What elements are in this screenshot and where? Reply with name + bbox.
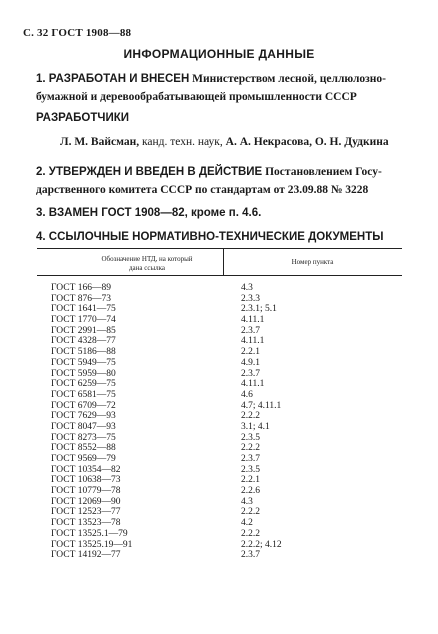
table-cell-clause: 4.3 (241, 496, 253, 507)
table-cell-clause: 4.11.1 (241, 379, 265, 390)
table-cell-clause: 4.9.1 (241, 357, 260, 368)
table-top-rule (37, 248, 402, 249)
table-cell-document: ГОСТ 13523—78 (51, 518, 121, 529)
section-2-lead: 2. УТВЕРЖДЕН И ВВЕДЕН В ДЕЙСТВИЕ (36, 166, 263, 178)
table-row (37, 465, 402, 476)
table-row (37, 379, 402, 390)
section-1-lead: 1. РАЗРАБОТАН И ВНЕСЕН (36, 73, 190, 85)
table-cell-clause: 4.3 (241, 283, 253, 293)
table-cell-document: ГОСТ 7629—93 (51, 411, 116, 422)
table-cell-clause: 4.6 (241, 389, 253, 400)
table-cell-document: ГОСТ 13525.1—79 (51, 528, 128, 539)
running-head: С. 32 ГОСТ 1908—88 (23, 27, 132, 39)
table-cell-clause: 2.2.2 (241, 528, 260, 539)
table-row (37, 529, 402, 540)
table-body (37, 283, 402, 561)
section-3 (36, 204, 414, 222)
table-cell-clause: 2.3.5 (241, 464, 260, 475)
table-row (37, 507, 402, 518)
section-3-text: 3. ВЗАМЕН ГОСТ 1908—82, кроме п. 4.6. (36, 207, 262, 219)
table-header-document (77, 255, 217, 273)
table-cell-document: ГОСТ 5186—88 (51, 347, 116, 358)
table-cell-clause: 2.2.1 (241, 475, 260, 486)
table-row (37, 336, 402, 347)
table-row (37, 550, 402, 561)
developers-heading: РАЗРАБОТЧИКИ (36, 112, 129, 124)
table-row (37, 369, 402, 380)
table-row (37, 411, 402, 422)
table-cell-clause: 4.2 (241, 518, 253, 529)
section-1-text-line1: Министерством лесной, целлюлозно- (192, 73, 386, 85)
table-cell-document: ГОСТ 2991—85 (51, 325, 116, 336)
table-cell-clause: 2.2.2 (241, 443, 260, 454)
table-cell-clause: 2.3.7 (241, 368, 260, 379)
table-header-document-line1: Обозначение НТД, на который (101, 255, 193, 263)
table-row (37, 422, 402, 433)
table-cell-document: ГОСТ 12069—90 (51, 496, 121, 507)
table-cell-document: ГОСТ 8273—75 (51, 432, 116, 443)
table-row (37, 283, 402, 294)
table-row (37, 304, 402, 315)
developers-list (60, 136, 389, 148)
table-cell-document: ГОСТ 12523—77 (51, 507, 121, 518)
table-row (37, 358, 402, 369)
table-row (37, 454, 402, 465)
table-cell-document: ГОСТ 10779—78 (51, 486, 121, 497)
section-1-text-line2: бумажной и деревообрабатывающей промышленности СССР (36, 91, 357, 103)
table-row (37, 347, 402, 358)
table-row (37, 390, 402, 401)
table-cell-document: ГОСТ 10354—82 (51, 464, 121, 475)
table-cell-document: ГОСТ 5959—80 (51, 368, 116, 379)
developer-names-2: А. А. Некрасова, О. Н. Дудкина (225, 136, 389, 148)
table-cell-clause: 2.3.7 (241, 550, 260, 561)
table-row (37, 443, 402, 454)
table-row (37, 497, 402, 508)
table-cell-document: ГОСТ 876—73 (51, 293, 111, 304)
section-1 (36, 70, 414, 106)
page-title: ИНФОРМАЦИОННЫЕ ДАННЫЕ (123, 47, 315, 61)
table-row (37, 315, 402, 326)
table-cell-clause: 2.3.1; 5.1 (241, 304, 277, 315)
table-row (37, 294, 402, 305)
table-header-clause: Номер пункта (291, 258, 334, 266)
table-cell-document: ГОСТ 6709—72 (51, 400, 116, 411)
table-row (37, 326, 402, 337)
table-cell-document: ГОСТ 9569—79 (51, 454, 116, 464)
table-cell-clause: 2.2.2 (241, 507, 260, 518)
table-cell-document: ГОСТ 5949—75 (51, 357, 116, 368)
section-4-heading: 4. ССЫЛОЧНЫЕ НОРМАТИВНО-ТЕХНИЧЕСКИЕ ДОКУМЕНТЫ (36, 231, 384, 243)
table-cell-document: ГОСТ 14192—77 (51, 550, 121, 561)
table-header-document-line2: дана ссылка (128, 264, 166, 272)
table-row (37, 518, 402, 529)
table-cell-document: ГОСТ 8047—93 (51, 421, 116, 432)
table-header-rule (37, 275, 402, 276)
table-cell-document: ГОСТ 10638—73 (51, 475, 121, 486)
table-cell-clause: 3.1; 4.1 (241, 421, 270, 432)
table-cell-document: ГОСТ 1641—75 (51, 304, 116, 315)
table-cell-clause: 2.2.2; 4.12 (241, 539, 282, 550)
table-row (37, 486, 402, 497)
table-cell-clause: 2.3.5 (241, 432, 260, 443)
table-cell-clause: 2.2.1 (241, 347, 260, 358)
table-row (37, 475, 402, 486)
developer-degree: канд. техн. наук, (139, 136, 226, 148)
table-cell-document: ГОСТ 8552—88 (51, 443, 116, 454)
table-cell-clause: 4.11.1 (241, 336, 265, 347)
table-cell-document: ГОСТ 13525.19—91 (51, 539, 133, 550)
table-cell-document: ГОСТ 1770—74 (51, 315, 116, 326)
table-cell-document: ГОСТ 4328—77 (51, 336, 116, 347)
table-row (37, 433, 402, 444)
table-cell-clause: 2.3.7 (241, 454, 260, 464)
table-cell-document: ГОСТ 6581—75 (51, 389, 116, 400)
table-cell-clause: 4.11.1 (241, 315, 265, 326)
section-2-text-line1: Постановлением Госу- (265, 166, 382, 178)
section-2-text-line2: дарственного комитета СССР по стандартам от 23.09.88 № 3228 (36, 184, 369, 196)
table-cell-document: ГОСТ 166—89 (51, 283, 111, 293)
table-cell-clause: 4.7; 4.11.1 (241, 400, 282, 411)
table-cell-clause: 2.3.3 (241, 293, 260, 304)
table-cell-document: ГОСТ 6259—75 (51, 379, 116, 390)
table-cell-clause: 2.2.2 (241, 411, 260, 422)
table-row (37, 401, 402, 412)
table-row (37, 540, 402, 551)
section-2 (36, 163, 414, 199)
developer-name-1: Л. М. Вайсман, (60, 136, 140, 148)
table-cell-clause: 2.3.7 (241, 325, 260, 336)
table-cell-clause: 2.2.6 (241, 486, 260, 497)
